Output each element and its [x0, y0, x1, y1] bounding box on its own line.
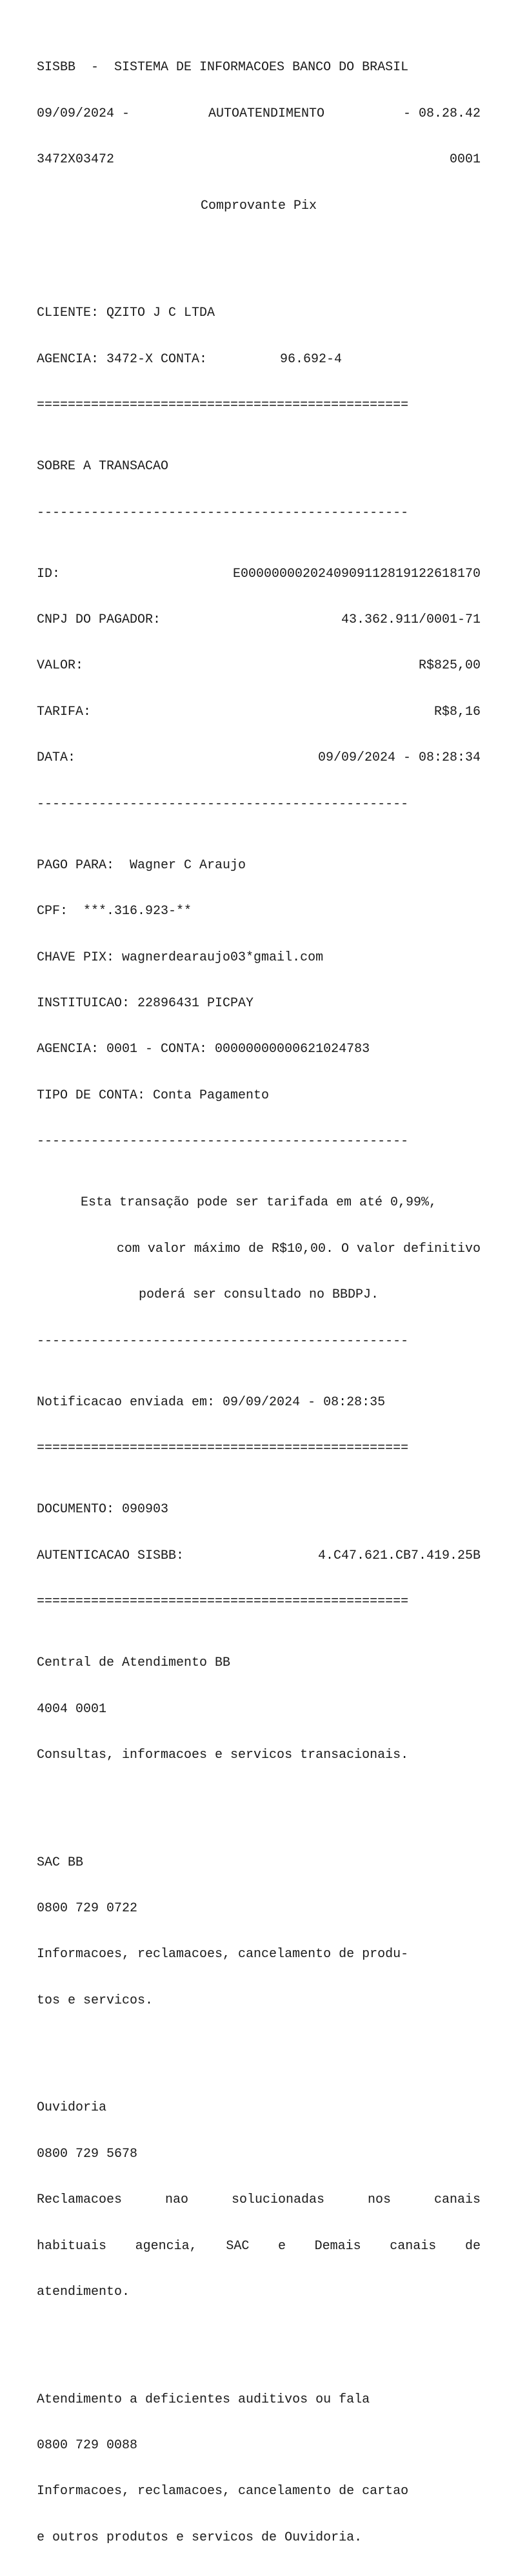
payee-line: AGENCIA: 0001 - CONTA: 00000000000621024783 — [37, 1042, 370, 1057]
double-separator: ================================================ — [37, 397, 409, 413]
word: Reclamacoes — [37, 2192, 123, 2208]
notice-line: poderá ser consultado no BBDPJ. — [138, 1287, 379, 1303]
contact-description: Consultas, informacoes e servicos transacionais. — [37, 1748, 409, 1763]
contact-name: Atendimento a deficientes auditivos ou fala — [37, 2392, 370, 2407]
header-date: 09/09/2024 - — [37, 106, 130, 121]
transaction-value: 43.362.911/0001-71 — [341, 612, 481, 628]
transaction-label: TARIFA: — [37, 704, 92, 719]
contact-phone: 4004 0001 — [37, 1701, 107, 1717]
contact-name: Ouvidoria — [37, 2100, 107, 2116]
contact-description: tos e servicos. — [37, 1993, 154, 2008]
contact-phone: 0800 729 0088 — [37, 2437, 138, 2453]
word: canais — [390, 2238, 437, 2254]
authentication-label: AUTENTICACAO SISBB: — [37, 1548, 184, 1563]
payee-line: CPF: ***.316.923-** — [37, 904, 192, 919]
contact-description: atendimento. — [37, 2284, 130, 2299]
payee-line: CHAVE PIX: wagnerdearaujo03*gmail.com — [37, 950, 324, 965]
transaction-row — [37, 567, 481, 582]
transaction-value: 09/09/2024 - 08:28:34 — [317, 750, 481, 766]
transaction-row — [37, 612, 481, 628]
client-agency-label: AGENCIA: 3472-X CONTA: — [37, 351, 208, 367]
word: Demais — [314, 2238, 361, 2254]
contact-name: SAC BB — [37, 1855, 84, 1870]
receipt-title: Comprovante Pix — [200, 198, 317, 213]
transaction-label: DATA: — [37, 750, 76, 766]
notification-line: Notificacao enviada em: 09/09/2024 - 08:28:35 — [37, 1394, 386, 1410]
transaction-section-title: SOBRE A TRANSACAO — [37, 459, 169, 474]
transaction-row — [37, 750, 481, 766]
header-time: - 08.28.42 — [403, 106, 481, 121]
header-system-line: SISBB - SISTEMA DE INFORMACOES BANCO DO BRASIL — [37, 60, 409, 75]
single-separator: ------------------------------------------------ — [37, 1333, 409, 1349]
contact-phone: 0800 729 5678 — [37, 2146, 138, 2161]
contact-description: Informacoes, reclamacoes, cancelamento de produ- — [37, 1947, 409, 1962]
header-seq: 0001 — [449, 152, 481, 168]
transaction-row — [37, 705, 481, 720]
client-name: CLIENTE: QZITO J C LTDA — [37, 306, 215, 321]
single-separator: ------------------------------------------------ — [37, 1134, 409, 1149]
word: solucionadas — [231, 2192, 325, 2208]
contact-description: Informacoes, reclamacoes, cancelamento de cartao — [37, 2484, 409, 2499]
word: nao — [165, 2192, 189, 2208]
word: habituais — [37, 2238, 107, 2254]
payee-line: PAGO PARA: Wagner C Araujo — [37, 857, 246, 873]
transaction-value: R$8,16 — [433, 704, 481, 719]
word: SAC — [226, 2238, 250, 2254]
transaction-label: VALOR: — [37, 658, 84, 674]
contact-description — [37, 2192, 481, 2208]
transaction-value: R$825,00 — [418, 658, 481, 674]
authentication-row — [37, 1548, 481, 1564]
pix-receipt — [37, 14, 481, 2576]
double-separator: ================================================ — [37, 1594, 409, 1610]
notice-line: com valor máximo de R$10,00. O valor definitivo — [116, 1241, 481, 1256]
single-separator: ------------------------------------------------ — [37, 505, 409, 520]
payee-line: TIPO DE CONTA: Conta Pagamento — [37, 1088, 270, 1103]
client-agency-row — [37, 352, 481, 367]
contact-phone: 0800 729 0722 — [37, 1901, 138, 1917]
double-separator: ================================================ — [37, 1441, 409, 1456]
contact-description — [37, 2239, 481, 2254]
word: nos — [367, 2192, 391, 2208]
transaction-label: ID: — [37, 566, 61, 581]
header-terminal: 3472X03472 — [37, 152, 115, 168]
contact-name: Central de Atendimento BB — [37, 1655, 231, 1671]
word: de — [464, 2238, 481, 2254]
transaction-value: E0000000020240909112819122618170 — [232, 566, 481, 581]
single-separator: ------------------------------------------------ — [37, 796, 409, 812]
transaction-label: CNPJ DO PAGADOR: — [37, 612, 161, 628]
header-terminal-row — [37, 152, 481, 168]
authentication-value: 4.C47.621.CB7.419.25B — [317, 1548, 481, 1563]
document-line: DOCUMENTO: 090903 — [37, 1502, 169, 1517]
word: agencia, — [135, 2238, 197, 2254]
word: e — [277, 2238, 286, 2254]
header-service: AUTOATENDIMENTO — [208, 106, 325, 121]
payee-line: INSTITUICAO: 22896431 PICPAY — [37, 996, 254, 1011]
transaction-row — [37, 658, 481, 674]
notice-line: Esta transação pode ser tarifada em até 0,99%, — [80, 1195, 437, 1211]
contact-description: e outros produtos e servicos de Ouvidoria. — [37, 2530, 363, 2545]
word: canais — [433, 2192, 481, 2208]
header-date-row — [37, 106, 481, 122]
client-account: 96.692-4 — [280, 351, 343, 367]
